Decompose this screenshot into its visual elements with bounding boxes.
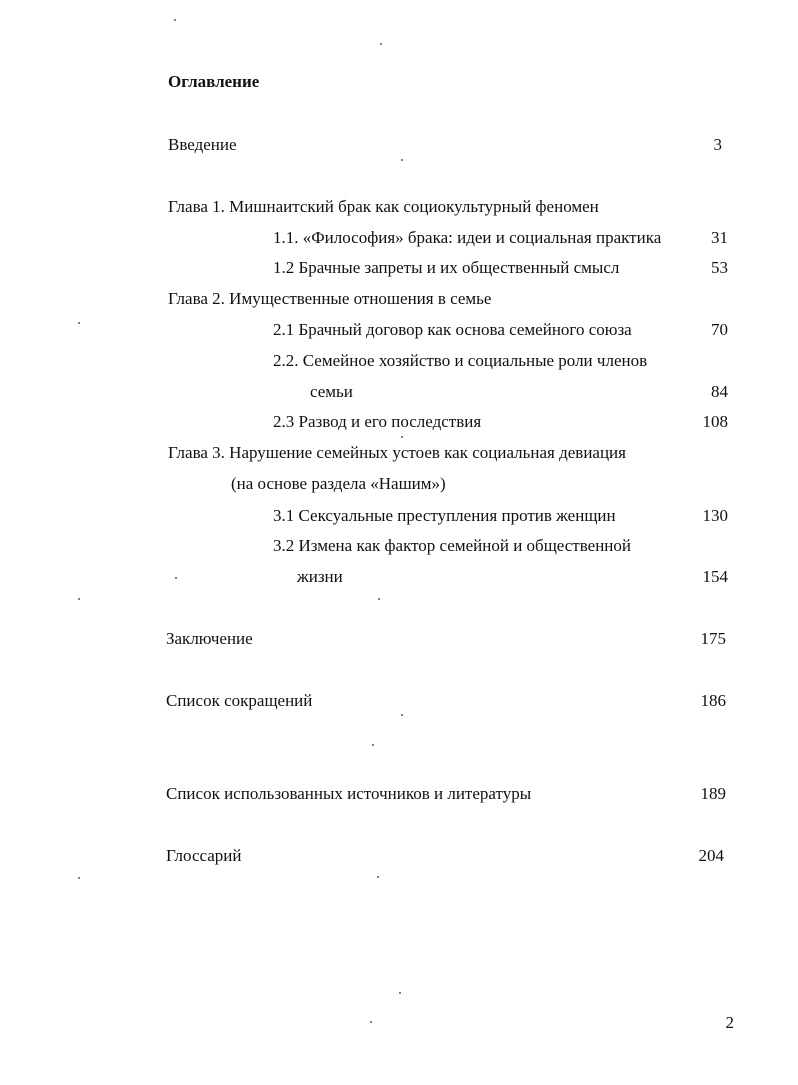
- toc-entry-3-2: 3.2 Измена как фактор семейной и общественной: [273, 536, 631, 555]
- toc-entry-2-1: 2.1 Брачный договор как основа семейного союза: [273, 320, 632, 339]
- toc-entry-chapter-3: Глава 3. Нарушение семейных устоев как социальная девиация: [168, 443, 626, 462]
- toc-page-2-3: 108: [702, 412, 728, 431]
- scan-speck: [78, 598, 80, 600]
- toc-entry-2-2: 2.2. Семейное хозяйство и социальные роли членов: [273, 351, 648, 370]
- scan-speck: [78, 877, 80, 879]
- toc-entry-chapter-2: Глава 2. Имущественные отношения в семье: [168, 289, 492, 308]
- toc-entry-3-1: 3.1 Сексуальные преступления против женщин: [273, 506, 616, 525]
- toc-entry-introduction: Введение: [168, 135, 237, 154]
- toc-page-glossary: 204: [698, 846, 724, 865]
- scan-speck: [175, 577, 177, 579]
- toc-entry-conclusion: Заключение: [166, 629, 253, 648]
- scan-speck: [378, 598, 380, 600]
- toc-entry-abbreviations: Список сокращений: [166, 691, 313, 710]
- toc-page-1-1: 31: [711, 228, 728, 247]
- scan-speck: [78, 322, 80, 324]
- scan-speck: [401, 714, 403, 716]
- scan-speck: [401, 159, 403, 161]
- toc-page-3-1: 130: [702, 506, 728, 525]
- toc-page-2-2: 84: [711, 382, 728, 401]
- toc-entry-1-1: 1.1. «Философия» брака: идеи и социальная практика: [273, 228, 662, 247]
- scan-speck: [377, 876, 379, 878]
- scan-speck: [370, 1021, 372, 1023]
- toc-page-abbreviations: 186: [700, 691, 726, 710]
- page-number: 2: [725, 1013, 734, 1032]
- toc-entry-glossary: Глоссарий: [166, 846, 242, 865]
- toc-entry-bibliography: Список использованных источников и литературы: [166, 784, 532, 803]
- toc-entry-2-3: 2.3 Развод и его последствия: [273, 412, 482, 431]
- scan-speck: [401, 436, 403, 438]
- scan-speck: [399, 992, 401, 994]
- toc-page-1-2: 53: [711, 258, 728, 277]
- toc-entry-2-2-cont: семьи: [310, 382, 353, 401]
- toc-heading: Оглавление: [168, 72, 260, 91]
- toc-page-2-1: 70: [711, 320, 728, 339]
- toc-entry-1-2: 1.2 Брачные запреты и их общественный смысл: [273, 258, 620, 277]
- toc-entry-3-2-cont: жизни: [297, 567, 343, 586]
- toc-entry-chapter-3-subtitle: (на основе раздела «Нашим»): [231, 474, 446, 493]
- scan-speck: [372, 744, 374, 746]
- toc-page-3-2: 154: [702, 567, 728, 586]
- scan-speck: [174, 19, 176, 21]
- scan-speck: [380, 43, 382, 45]
- toc-entry-chapter-1: Глава 1. Мишнаитский брак как социокультурный феномен: [168, 197, 599, 216]
- toc-page-introduction: 3: [713, 135, 722, 154]
- toc-page-bibliography: 189: [700, 784, 726, 803]
- toc-page-conclusion: 175: [700, 629, 726, 648]
